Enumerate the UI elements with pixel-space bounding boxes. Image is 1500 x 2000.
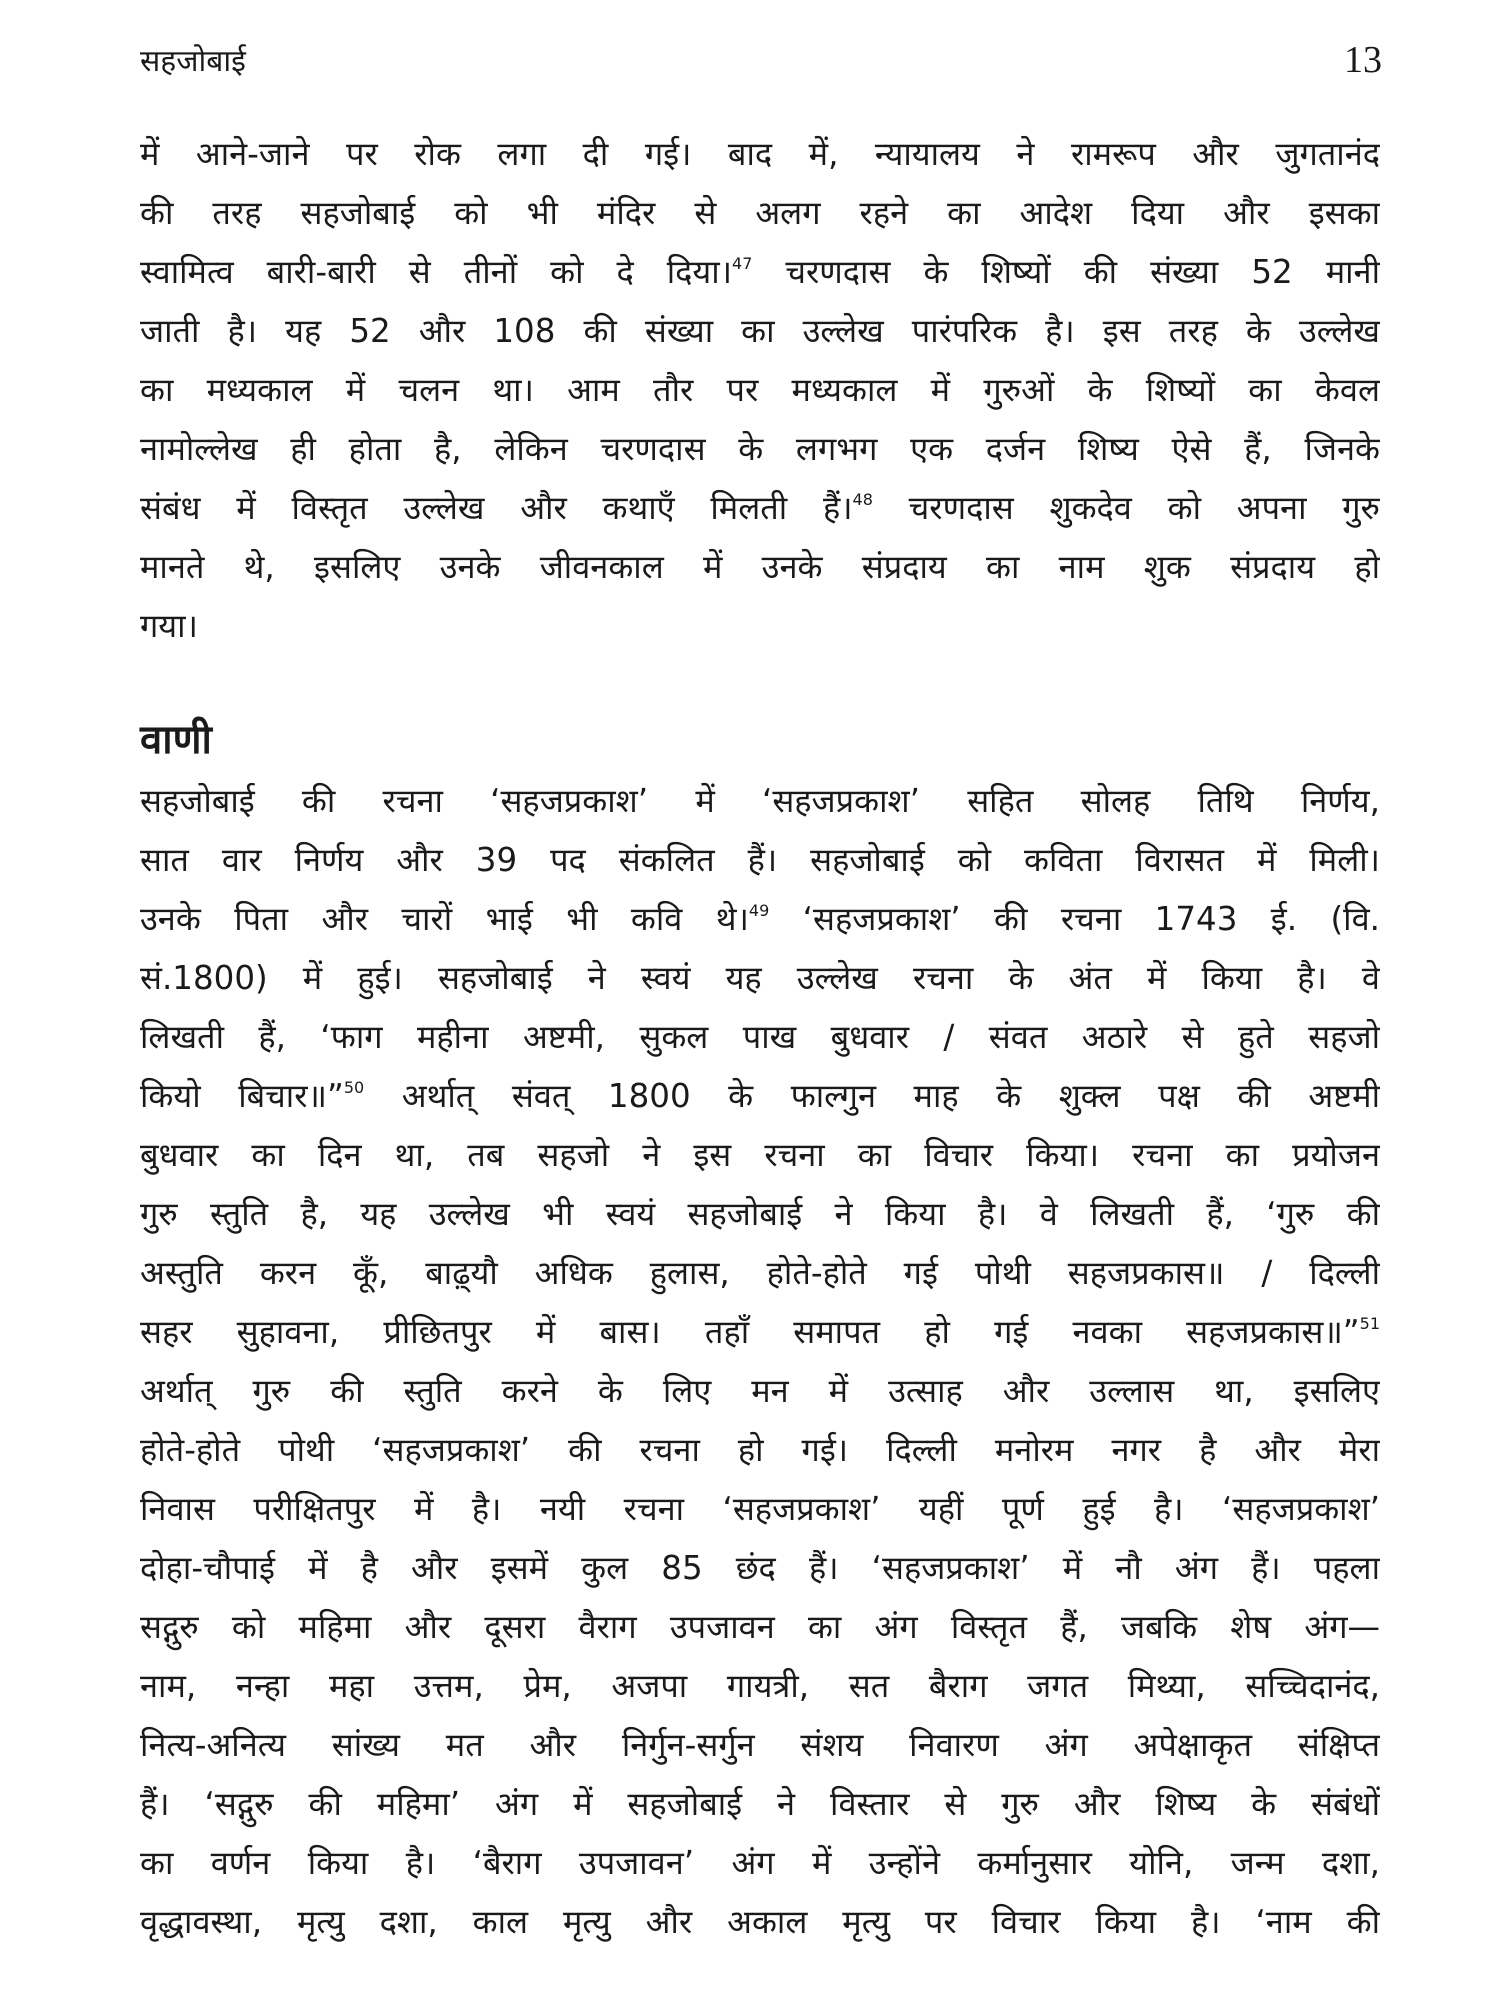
text-line: सद्गुरु को महिमा और दूसरा वैराग उपजावन का अंग विस्तृत हैं, जबकि शेष अंग— [140, 1608, 1380, 1646]
page-number: 13 [1344, 39, 1382, 81]
text-line: लिखती हैं, ‘फाग महीना अष्टमी, सुकल पाख बुधवार / संवत अठारे से हुते सहजो [140, 1018, 1380, 1056]
text-line: जाती है। यह 52 और 108 की संख्या का उल्लेख पारंपरिक है। इस तरह के उल्लेख [140, 312, 1380, 350]
text-line: का मध्यकाल में चलन था। आम तौर पर मध्यकाल में गुरुओं के शिष्यों का केवल [140, 371, 1380, 409]
text-line: नित्य-अनित्य सांख्य मत और निर्गुन-सर्गुन संशय निवारण अंग अपेक्षाकृत संक्षिप्त [140, 1726, 1380, 1764]
text-line: गुरु स्तुति है, यह उल्लेख भी स्वयं सहजोबाई ने किया है। वे लिखती हैं, ‘गुरु की [140, 1195, 1380, 1233]
text-line: अर्थात् गुरु की स्तुति करने के लिए मन में उत्साह और उल्लास था, इसलिए [140, 1372, 1380, 1410]
text-line: होते-होते पोथी ‘सहजप्रकाश’ की रचना हो गई। दिल्ली मनोरम नगर है और मेरा [140, 1431, 1380, 1469]
text-line: दोहा-चौपाई में है और इसमें कुल 85 छंद हैं। ‘सहजप्रकाश’ में नौ अंग हैं। पहला [140, 1549, 1380, 1587]
text-line: में आने-जाने पर रोक लगा दी गई। बाद में, न्यायालय ने रामरूप और जुगतानंद [140, 135, 1380, 173]
text-line: संबंध में विस्तृत उल्लेख और कथाएँ मिलती हैं।$^{48}$ चरणदास शुकदेव को अपना गुरु [140, 489, 1380, 527]
text-line: मानते थे, इसलिए उनके जीवनकाल में उनके संप्रदाय का नाम शुक संप्रदाय हो [140, 548, 1380, 586]
text-line: अस्तुति करन कूँ, बाढ़्यौ अधिक हुलास, होते-होते गई पोथी सहजप्रकास॥ / दिल्ली [140, 1254, 1380, 1292]
footnote-ref: 48 [852, 490, 873, 509]
text-line: बुधवार का दिन था, तब सहजो ने इस रचना का विचार किया। रचना का प्रयोजन [140, 1136, 1380, 1174]
text-line: का वर्णन किया है। ‘बैराग उपजावन’ अंग में उन्होंने कर्मानुसार योनि, जन्म दशा, [140, 1844, 1380, 1882]
text-line: सं.1800) में हुई। सहजोबाई ने स्वयं यह उल्लेख रचना के अंत में किया है। वे [140, 959, 1380, 997]
paragraph-2 [140, 772, 1380, 1952]
text-line: सहर सुहावना, प्रीछितपुर में बास। तहाँ समापत हो गई नवका सहजप्रकास॥”$^{51}$ [140, 1313, 1380, 1351]
text-line: वृद्धावस्था, मृत्यु दशा, काल मृत्यु और अकाल मृत्यु पर विचार किया है। ‘नाम की [140, 1903, 1380, 1941]
paragraph-1 [140, 125, 1380, 656]
text-line: गया। [140, 607, 198, 645]
text-line: सात वार निर्णय और 39 पद संकलित हैं। सहजोबाई को कविता विरासत में मिली। [140, 841, 1380, 879]
text-line: उनके पिता और चारों भाई भी कवि थे।$^{49}$ ‘सहजप्रकाश’ की रचना 1743 ई. (वि. [140, 900, 1380, 938]
text-line: सहजोबाई की रचना ‘सहजप्रकाश’ में ‘सहजप्रकाश’ सहित सोलह तिथि निर्णय, [140, 782, 1380, 820]
text-line: निवास परीक्षितपुर में है। नयी रचना ‘सहजप्रकाश’ यहीं पूर्ण हुई है। ‘सहजप्रकाश’ [140, 1490, 1380, 1528]
text-line: की तरह सहजोबाई को भी मंदिर से अलग रहने का आदेश दिया और इसका [140, 194, 1380, 232]
running-title: सहजोबाई [140, 44, 246, 79]
text-line: नामोल्लेख ही होता है, लेकिन चरणदास के लगभग एक दर्जन शिष्य ऐसे हैं, जिनके [140, 430, 1380, 468]
text-line: कियो बिचार॥”$^{50}$ अर्थात् संवत् 1800 के फाल्गुन माह के शुक्ल पक्ष की अष्टमी [140, 1077, 1380, 1115]
text-line: स्वामित्व बारी-बारी से तीनों को दे दिया।$^{47}$ चरणदास के शिष्यों की संख्या 52 मानी [140, 253, 1380, 291]
text-line: हैं। ‘सद्गुरु की महिमा’ अंग में सहजोबाई ने विस्तार से गुरु और शिष्य के संबंधों [140, 1785, 1380, 1823]
section-heading: वाणी [140, 717, 212, 763]
footnote-ref: 49 [748, 901, 770, 920]
footnote-ref: 47 [732, 254, 753, 273]
text-line: नाम, नन्हा महा उत्तम, प्रेम, अजपा गायत्री, सत बैराग जगत मिथ्या, सच्चिदानंद, [140, 1667, 1380, 1705]
footnote-ref: 51 [1359, 1314, 1380, 1333]
footnote-ref: 50 [343, 1078, 365, 1097]
